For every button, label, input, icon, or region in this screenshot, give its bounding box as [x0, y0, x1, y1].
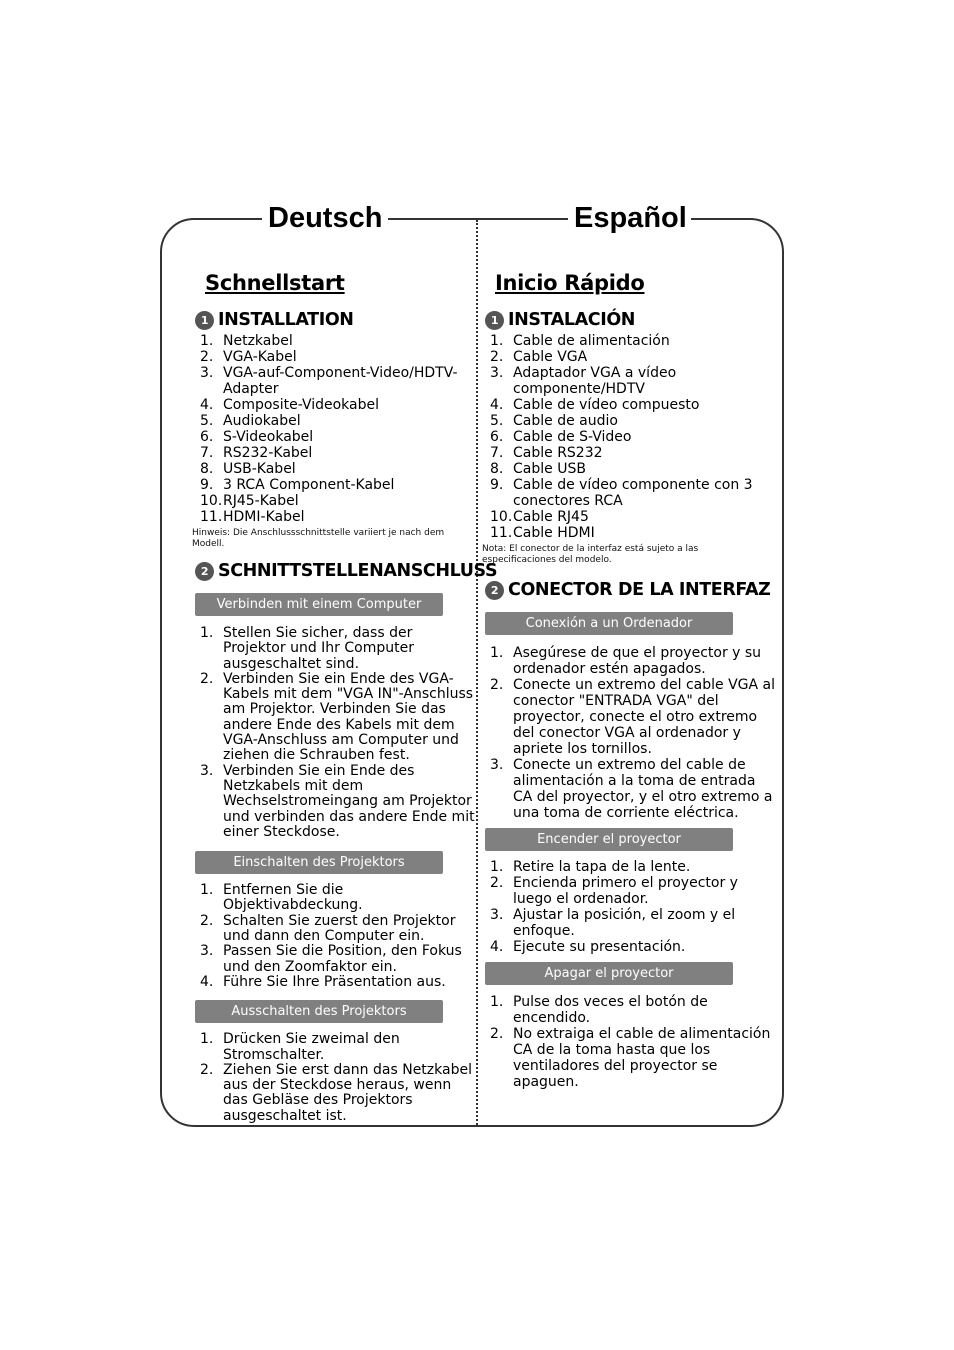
list-item-number: 2. [200, 670, 214, 687]
list-item [192, 445, 476, 461]
list-item-text: Verbinden Sie ein Ende des VGA-Kabels mit dem "VGA IN"-Anschluss am Projektor. Verbinden Sie das andere Ende des Kabels mit dem VGA-Anschluss am Computer und ziehen die Schrauben fest. [223, 670, 474, 764]
list-item-number: 4. [490, 939, 504, 955]
list-item-text: Cable de audio [513, 413, 618, 429]
language-title-deutsch: Deutsch [262, 200, 388, 236]
cable-list [482, 333, 778, 541]
cable-list [192, 333, 476, 525]
list-item-text: Conecte un extremo del cable VGA al conector "ENTRADA VGA" del proyector, conecte el otro extremo del conector VGA al ordenador y apriete los tornillos. [513, 677, 776, 757]
list-item [482, 525, 778, 541]
list-item-number: 2. [490, 349, 504, 365]
list-item-text: S-Videokabel [223, 429, 314, 445]
list-item-text: HDMI-Kabel [223, 509, 305, 525]
list-item-number: 2. [490, 677, 504, 693]
note-text: Nota: El conector de la interfaz está sujeto a las especificaciones del modelo. [482, 544, 699, 565]
list-item [482, 907, 778, 939]
list-item [192, 461, 476, 477]
list-item [482, 994, 778, 1026]
list-item-number: 1. [490, 645, 504, 661]
list-item-text: Führe Sie Ihre Präsentation aus. [223, 973, 446, 990]
list-item [482, 1026, 778, 1090]
section-interface-heading [192, 559, 498, 583]
list-item-text: Cable HDMI [513, 525, 595, 541]
subsection-bar-power-on: Einschalten des Projektors [195, 851, 443, 874]
list-item [482, 757, 778, 821]
list-item-number: 2. [200, 349, 214, 365]
list-item-text: Audiokabel [223, 413, 301, 429]
list-item [482, 333, 778, 349]
list-item-text: Passen Sie die Position, den Fokus und den Zoomfaktor ein. [223, 943, 462, 975]
list-item-text: Cable de vídeo componente con 3 conectores RCA [513, 477, 753, 509]
column-deutsch [192, 266, 498, 1124]
list-item-text: Cable de vídeo compuesto [513, 397, 700, 413]
list-item [482, 939, 778, 955]
list-item-number: 4. [200, 397, 214, 413]
list-item [192, 1032, 476, 1063]
list-item-number: 4. [200, 973, 214, 990]
section-interface-heading [482, 578, 778, 602]
list-item-number: 1. [200, 625, 214, 641]
list-item [192, 626, 476, 672]
list-item-text: Netzkabel [223, 333, 293, 349]
list-item-number: 3. [200, 943, 214, 960]
power-on-steps [482, 859, 778, 955]
list-item-number: 2. [200, 1061, 214, 1078]
subsection-bar-power-off: Ausschalten des Projektors [195, 1000, 443, 1023]
list-item-number: 5. [490, 413, 504, 429]
power-on-steps [192, 883, 476, 990]
section-installation-heading [482, 308, 778, 332]
list-item [192, 975, 476, 990]
subsection-bar-power-on: Encender el proyector [485, 828, 733, 851]
list-item [482, 365, 778, 397]
section-title: INSTALLATION [218, 310, 354, 330]
list-item-text: USB-Kabel [223, 461, 296, 477]
list-item-text: VGA-auf-Component-Video/HDTV-Adapter [223, 365, 458, 397]
subsection-bar-power-off: Apagar el proyector [485, 962, 733, 985]
list-item-number: 4. [490, 397, 504, 413]
list-item-number: 10. [200, 493, 223, 509]
list-item [192, 764, 476, 840]
subsection-bar-connect: Verbinden mit einem Computer [195, 593, 443, 616]
list-item-text: Pulse dos veces el botón de encendido. [513, 994, 708, 1026]
section-title: SCHNITTSTELLENANSCHLUSS [218, 561, 498, 581]
list-item-text: No extraiga el cable de alimentación CA de la toma hasta que los ventiladores del proyector se apaguen. [513, 1026, 771, 1090]
list-item-number: 7. [490, 445, 504, 461]
list-item-number: 9. [200, 477, 214, 493]
list-item [482, 397, 778, 413]
list-item-text: Cable RJ45 [513, 509, 589, 525]
list-item-number: 6. [200, 429, 214, 445]
list-item-number: 10. [490, 509, 513, 525]
list-item-text: RJ45-Kabel [223, 493, 299, 509]
list-item [192, 509, 476, 525]
subsection-bar-connect: Conexión a un Ordenador [485, 612, 733, 635]
list-item-number: 3. [200, 365, 214, 381]
list-item-text: Entfernen Sie die Objektivabdeckung. [223, 882, 363, 914]
list-item-text: Ejecute su presentación. [513, 939, 686, 955]
list-item [482, 859, 778, 875]
list-item-number: 7. [200, 445, 214, 461]
list-item-number: 2. [200, 912, 214, 929]
list-item [192, 349, 476, 365]
list-item-text: VGA-Kabel [223, 349, 297, 365]
list-item [192, 333, 476, 349]
list-item-text: Adaptador VGA a vídeo componente/HDTV [513, 365, 677, 397]
list-item-text: Composite-Videokabel [223, 397, 380, 413]
note-text: Hinweis: Die Anschlussschnittstelle variiert je nach dem Modell. [192, 528, 445, 549]
list-item [482, 477, 778, 509]
connect-steps [482, 645, 778, 821]
list-item-number: 1. [200, 333, 214, 349]
section-title: CONECTOR DE LA INTERFAZ [508, 580, 771, 600]
power-off-steps [482, 994, 778, 1090]
list-item-number: 3. [200, 762, 214, 779]
column-espanol [482, 266, 778, 1090]
list-item-number: 11. [490, 525, 513, 541]
list-item-text: RS232-Kabel [223, 445, 313, 461]
list-item-text: Cable USB [513, 461, 586, 477]
list-item-number: 3. [490, 365, 504, 381]
list-item [482, 349, 778, 365]
list-item-text: Cable de alimentación [513, 333, 670, 349]
list-item [482, 461, 778, 477]
list-item-text: Verbinden Sie ein Ende des Netzkabels mit dem Wechselstromeingang am Projektor und verbinden das andere Ende mit einer Steckdose. [223, 762, 475, 840]
list-item-text: Retire la tapa de la lente. [513, 859, 691, 875]
list-item-number: 1. [490, 994, 504, 1010]
quick-start-heading: Inicio Rápido [495, 271, 645, 295]
list-item [192, 914, 476, 945]
list-item-number: 3. [490, 907, 504, 923]
step-number-badge: 1 [485, 311, 504, 330]
list-item-number: 1. [200, 1031, 214, 1048]
list-item [192, 1063, 476, 1124]
list-item-number: 1. [490, 859, 504, 875]
list-item-text: Cable RS232 [513, 445, 603, 461]
list-item [192, 429, 476, 445]
list-item [192, 493, 476, 509]
list-item [482, 413, 778, 429]
list-item-number: 8. [200, 461, 214, 477]
list-item [482, 429, 778, 445]
list-item [482, 445, 778, 461]
list-item-number: 2. [490, 875, 504, 891]
list-item-text: Stellen Sie sicher, dass der Projektor und Ihr Computer ausgeschaltet sind. [223, 625, 414, 672]
list-item-number: 5. [200, 413, 214, 429]
step-number-badge: 2 [485, 581, 504, 600]
list-item-text: Drücken Sie zweimal den Stromschalter. [223, 1031, 400, 1063]
list-item-number: 9. [490, 477, 504, 493]
list-item-text: Asegúrese de que el proyector y su ordenador estén apagados. [513, 645, 762, 677]
list-item-number: 6. [490, 429, 504, 445]
list-item-text: Encienda primero el proyector y luego el ordenador. [513, 875, 738, 907]
list-item-text: Schalten Sie zuerst den Projektor und dann den Computer ein. [223, 912, 456, 945]
list-item-text: 3 RCA Component-Kabel [223, 477, 395, 493]
quick-start-heading: Schnellstart [205, 271, 345, 295]
step-number-badge: 2 [195, 562, 214, 581]
list-item-number: 8. [490, 461, 504, 477]
list-item [482, 645, 778, 677]
list-item [482, 875, 778, 907]
list-item [192, 365, 476, 397]
list-item [192, 397, 476, 413]
list-item-text: Cable de S-Video [513, 429, 632, 445]
section-installation-heading [192, 308, 476, 332]
list-item [192, 413, 476, 429]
list-item-text: Conecte un extremo del cable de alimentación a la toma de entrada CA del proyector, y el otro extremo a una toma de corriente eléctrica. [513, 757, 773, 821]
section-title: INSTALACIÓN [508, 310, 636, 330]
list-item [192, 883, 476, 914]
list-item-number: 2. [490, 1026, 504, 1042]
list-item [192, 944, 476, 975]
column-divider [476, 220, 478, 1125]
list-item-number: 1. [490, 333, 504, 349]
list-item [482, 509, 778, 525]
list-item [192, 672, 476, 764]
language-title-espanol: Español [568, 200, 691, 236]
step-number-badge: 1 [195, 311, 214, 330]
list-item-text: Cable VGA [513, 349, 588, 365]
list-item-number: 3. [490, 757, 504, 773]
list-item-text: Ajustar la posición, el zoom y el enfoque. [513, 907, 736, 939]
list-item-number: 11. [200, 509, 223, 525]
power-off-steps [192, 1032, 476, 1124]
list-item-text: Ziehen Sie erst dann das Netzkabel aus der Steckdose heraus, wenn das Gebläse des Projektors ausgeschaltet ist. [223, 1061, 472, 1124]
list-item [482, 677, 778, 757]
list-item [192, 477, 476, 493]
list-item-number: 1. [200, 882, 214, 899]
connect-steps [192, 626, 476, 840]
